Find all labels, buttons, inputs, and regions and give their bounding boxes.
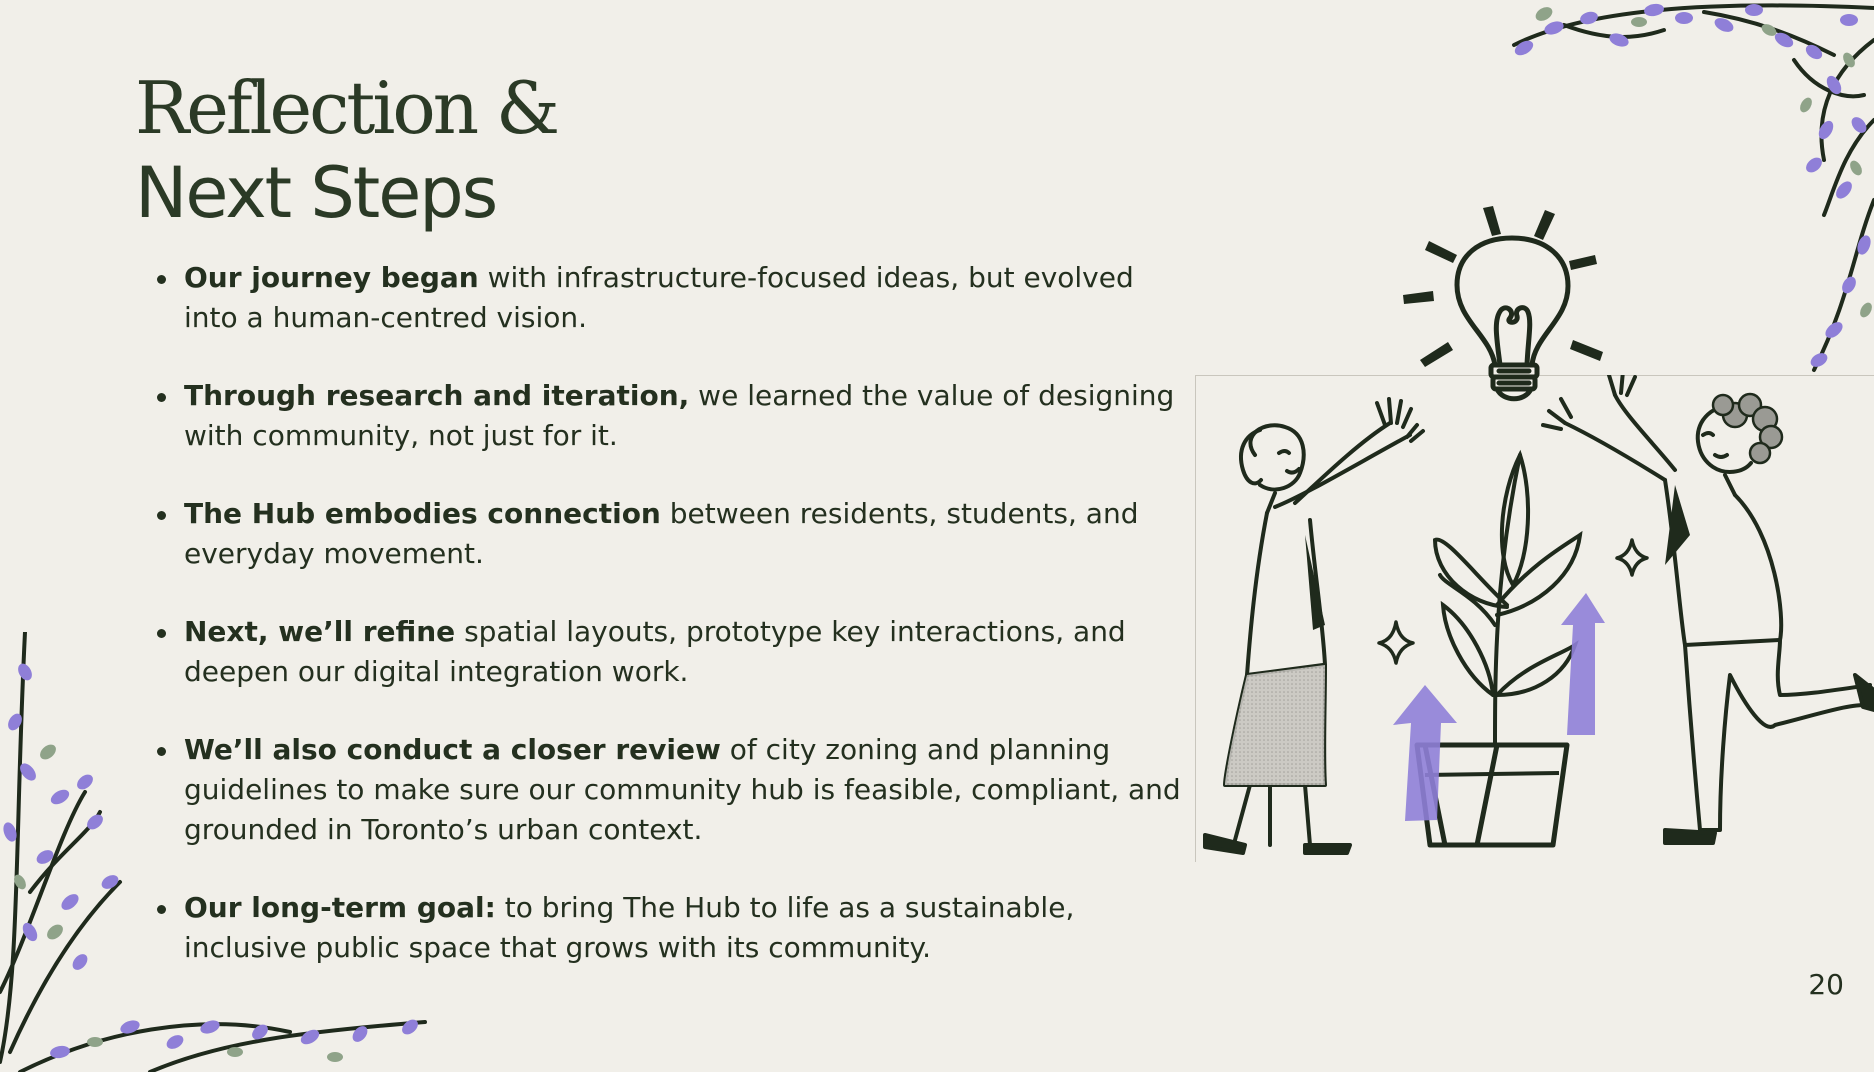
bullet-lead: Through research and iteration,: [184, 379, 690, 412]
title-line-1: Reflection &: [135, 66, 558, 150]
slide-title: [135, 64, 557, 234]
bullet-text: to bring The Hub to life as a sustainable, inclusive public space that grows with its community.: [184, 891, 1075, 964]
bullet-lead: Our journey began: [184, 261, 479, 294]
bullet-lead: The Hub embodies connection: [184, 497, 661, 530]
bullet-lead: Our long-term goal:: [184, 891, 496, 924]
bullet-item: [184, 888, 1184, 968]
bullet-lead: Next, we’ll refine: [184, 615, 456, 648]
bullet-item: [184, 612, 1184, 692]
bullet-text: spatial layouts, prototype key interactions, and deepen our digital integration work.: [184, 615, 1126, 688]
bullet-text: we learned the value of designing with community, not just for it.: [184, 379, 1175, 452]
bullet-text: with infrastructure-focused ideas, but evolved into a human-centred vision.: [184, 261, 1134, 334]
sparkle-icon: [1379, 540, 1647, 663]
plant-pot-icon: [1417, 455, 1580, 845]
bullet-item: [184, 258, 1184, 338]
illustration-people-plant: [1195, 375, 1874, 861]
bullet-item: [184, 494, 1184, 574]
bullet-lead: We’ll also conduct a closer review: [184, 733, 721, 766]
bullet-list: [184, 258, 1184, 1006]
page-number: 20: [1808, 968, 1844, 1001]
title-line-2: Next Steps: [135, 152, 497, 234]
bullet-item: [184, 730, 1184, 850]
bullet-text: between residents, students, and everyday movement.: [184, 497, 1139, 570]
bullet-text: of city zoning and planning guidelines to make sure our community hub is feasible, compliant, and grounded in Toronto’s urban context.: [184, 733, 1181, 846]
bullet-item: [184, 376, 1184, 456]
